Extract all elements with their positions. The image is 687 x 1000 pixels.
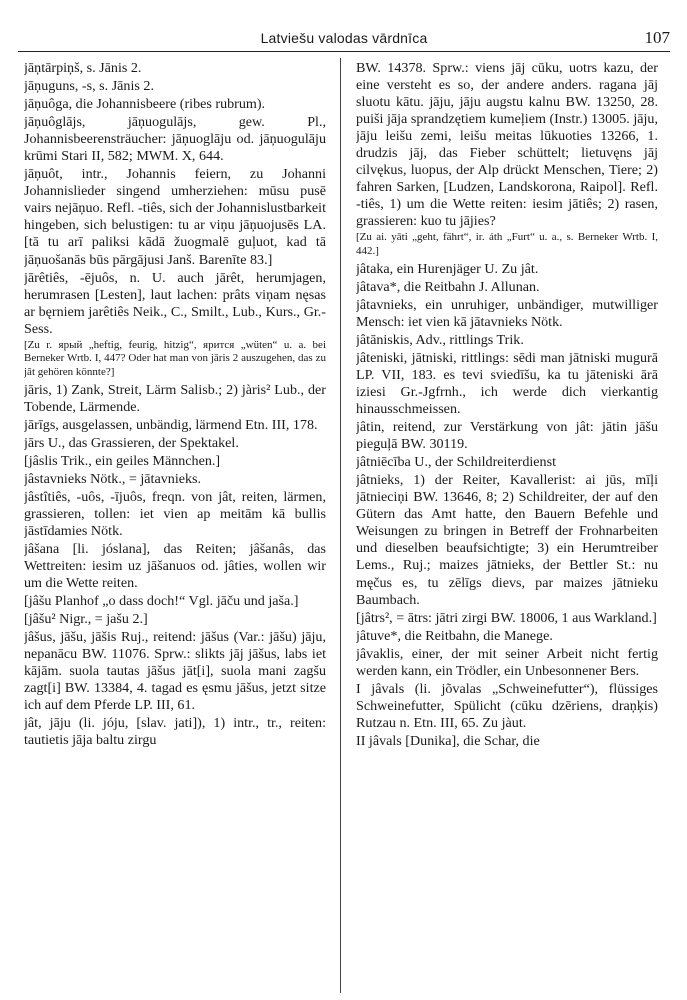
- dictionary-entry: jâtaka, ein Hurenjäger U. Zu jât.: [356, 260, 539, 277]
- column-divider: [340, 58, 341, 993]
- dictionary-title: Latviešu valodas vārdnīca: [260, 30, 428, 46]
- dictionary-entry: jâvaklis, einer, der mit seiner Arbeit nicht fertig werden kann, ein Trödler, ein Unbesonnener Bers.: [356, 645, 658, 679]
- dictionary-entry: jâtāniskis, Adv., rittlings Trik.: [356, 331, 524, 348]
- dictionary-entry: II jâvals [Dunika], die Schar, die: [356, 732, 540, 749]
- dictionary-entry: [jâšu² Nigr., = jašu 2.]: [24, 611, 148, 628]
- etymology-note: [Zu r. ярый „heftig, feurig, hitzig“, ярится „wüten“ u. a. bei Berneker Wrtb. I, 447? Oder hat man von jāris 2 auszugehen, das zu jât gehören könnte?]: [24, 338, 326, 378]
- dictionary-entry: jâtava*, die Reitbahn J. Allunan.: [356, 278, 540, 295]
- dictionary-entry: BW. 14378. Sprw.: viens jāj cūku, uotrs kazu, der eine versteht es so, der andere anders. ragana jāj sluotu kātu. jāju, jāju augstu kalnu BW. 13250, 28. puiši jāja sprandzętiem kumeļiem (Instr.) 13005. jāju, jāju leišu zemi, leišu meitas lūkuoties 13266, 1. drudzis jāj, das Fieber schüttelt; lietuvęns jāj cilvękus, luopus, der Alp drückt Menschen, Tiere; 2) fahren Sarken, [Ludzen, Landskorona, Raipol]. Refl. -tiês, 1) um die Wette reiten: iesim jātiês; 2) rasen, grassieren: kuo tu jājies?: [356, 60, 658, 230]
- dictionary-entry: jāņuguns, -s, s. Jānis 2.: [24, 78, 154, 95]
- dictionary-entry: jâstavnieks Nötk., = jātavnieks.: [24, 470, 202, 487]
- dictionary-entry: jāņtārpiņš, s. Jānis 2.: [24, 60, 142, 76]
- dictionary-entry: jâtuve*, die Reitbahn, die Manege.: [356, 627, 553, 644]
- header-rule: [18, 51, 670, 52]
- dictionary-entry: jâšana [li. jóslana], das Reiten; jâšanâs, das Wettreiten: iesim uz jāšanuos od. jâties, wollen wir um die Wette reiten.: [24, 540, 326, 592]
- dictionary-entry: jāris, 1) Zank, Streit, Lärm Salisb.; 2) jàris² Lub., der Tobende, Lärmende.: [24, 381, 326, 415]
- dictionary-entry: jât, jāju (li. jóju, [slav. jati]), 1) intr., tr., reiten: tautietis jāja baltu zirgu: [24, 715, 326, 749]
- dictionary-entry: jārêtiês, -ējuôs, n. U. auch jārêt, herumjagen, herumrasen [Lesten], laut lachen: prâts viņam nęsas ar bęrniem jarêtiês Neik., C., Smilt., Lub., Kurs., Gr.-Sess.: [24, 269, 326, 337]
- dictionary-entry: jārs U., das Grassieren, der Spektakel.: [24, 434, 239, 451]
- page-number: 107: [644, 28, 670, 47]
- dictionary-entry: jārīgs, ausgelassen, unbändig, lärmend Etn. III, 178.: [24, 416, 318, 433]
- dictionary-entry: jāņuôglājs, jāņuogulājs, gew. Pl., Johannisbeerensträucher: jāņuoglāju od. jāņuogulāju krūmi Stari II, 582; MWM. X, 644.: [24, 114, 326, 165]
- dictionary-entry: jâtnieks, 1) der Reiter, Kavallerist: ai jūs, mīļi jātnieciņi BW. 13646, 8; 2) Schildreiter, der auf den Gütern das Amt hatte, den Bauern Befehle und Weisungen zu bringen in Betreff der Frohnarbeiten und dieselben beaufsichtigte; 3) ein Herumtreiber Lems., Ruj.; maizes jātnieks, der Bettler St.: nu męčus es, tu zēlīgs dievs, par maizes jātnieku Baumbach.: [356, 472, 658, 608]
- dictionary-entry: jâstîtiês, -uôs, -ījuôs, freqn. von jât, reiten, lärmen, grassieren, tollen: iet vien ap meitām kā bullis jāstīdamies Nötk.: [24, 488, 326, 539]
- dictionary-entry: jâtin, reitend, zur Verstärkung von jât: jātin jāšu pieguļā BW. 30119.: [356, 419, 658, 453]
- dictionary-entry: jâšus, jāšu, jāšis Ruj., reitend: jāšus (Var.: jāšu) jāju, nepanācu BW. 11076. Sprw.: slikts jāj jāšus, labs iet kājām. suola tautas jāšus jāt[i], suola mani zagšu zagt[i] BW. 13384, 4. tagad es ęsmu jāšus, jetzt sitze ich auf dem Pferde LP. III, 61.: [24, 629, 326, 714]
- page-header: [18, 26, 670, 52]
- dictionary-entry: I jâvals (li. jõvalas „Schweinefutter“), flüssiges Schweinefutter, Spülicht (cūku dzēriens, draņķis) Rutzau n. Etn. III, 65. Zu jàut.: [356, 680, 658, 731]
- dictionary-entry: jāņuôt, intr., Johannis feiern, zu Johanni Johannislieder singend umherziehen: mūsu pusē vairs nejāņuo. Refl. -tiês, sich der Johannislustbarkeit hingeben, sich belustigen: tu ar viņu jāņuojusēs LA. [tā tu arī paliksi kādā žuogmalē guļuot, kad tā jāņuošanās būs pārgājusi Janš. Barenīte 83.]: [24, 166, 326, 268]
- dictionary-entry: jâtavnieks, ein unruhiger, unbändiger, mutwilliger Mensch: iet vien kā jātavnieks Nötk.: [356, 296, 658, 330]
- etymology-note: [Zu ai. yāti „geht, fährt“, ir. áth „Furt“ u. a., s. Berneker Wrtb. I, 442.]: [356, 231, 658, 258]
- dictionary-entry: [jâslis Trik., ein geiles Männchen.]: [24, 452, 221, 469]
- dictionary-entry: jâtniēcība U., der Schildreiterdienst: [356, 454, 556, 471]
- dictionary-entry: [jâšu Planhof „o dass doch!“ Vgl. jāču und jaša.]: [24, 593, 299, 610]
- left-column: [24, 60, 326, 990]
- dictionary-entry: jāņuôga, die Johannisbeere (ribes rubrum).: [24, 96, 266, 113]
- right-column: [356, 60, 658, 990]
- dictionary-entry: [jâtrs², = ātrs: jātri zirgi BW. 18006, 1 aus Warkland.]: [356, 609, 657, 626]
- dictionary-entry: jâteniski, jātniski, rittlings: sēdi man jātniski mugurā LP. VII, 183. es tevi sviedīšu, ka tu jāteniski ārā iziesi Gr.-Jgfrnh., ich werde dich vierkantig hinausschmeissen.: [356, 349, 658, 418]
